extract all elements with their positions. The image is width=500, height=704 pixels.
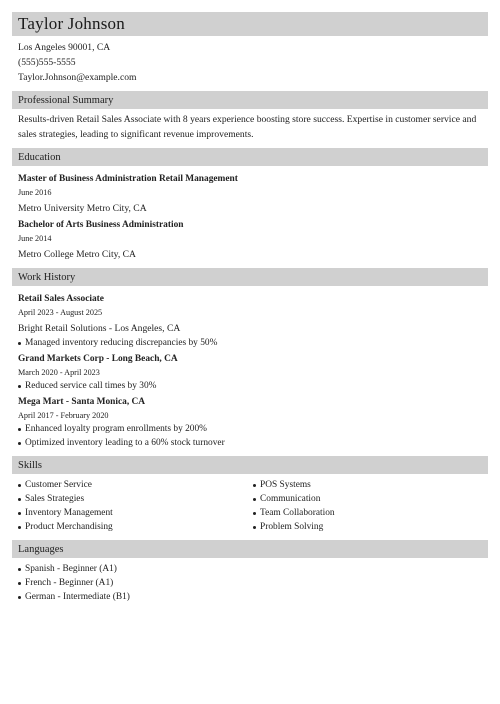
language-item bbox=[18, 590, 488, 604]
job-entry bbox=[18, 292, 488, 350]
languages-section-header bbox=[12, 540, 488, 558]
language-text: German - Intermediate (B1) bbox=[25, 592, 130, 602]
job-title: Mega Mart - Santa Monica, CA bbox=[18, 397, 146, 407]
job-bullet bbox=[18, 336, 488, 350]
skills-section-title: Skills bbox=[18, 459, 42, 471]
education-entry bbox=[18, 218, 488, 262]
job-bullet bbox=[18, 422, 488, 436]
school-name: Metro University Metro City, CA bbox=[18, 203, 147, 214]
email-text: Taylor.Johnson@example.com bbox=[18, 72, 137, 83]
summary-section-body bbox=[12, 109, 488, 142]
skill-text: Product Merchandising bbox=[25, 522, 113, 532]
languages-section-body bbox=[12, 558, 488, 604]
language-item bbox=[18, 576, 488, 590]
skill-text: Team Collaboration bbox=[260, 508, 335, 518]
job-entry bbox=[18, 352, 488, 393]
skill-item bbox=[18, 520, 253, 534]
bullet-icon bbox=[18, 596, 21, 599]
job-title: Retail Sales Associate bbox=[18, 294, 104, 304]
skill-item bbox=[253, 520, 488, 534]
education-section-body bbox=[12, 166, 488, 262]
bullet-icon bbox=[18, 342, 21, 345]
education-section-title: Education bbox=[18, 151, 61, 163]
skill-item bbox=[18, 506, 253, 520]
degree-date: June 2014 bbox=[18, 234, 52, 243]
language-item bbox=[18, 562, 488, 576]
name-header-bar bbox=[12, 12, 488, 36]
job-bullet bbox=[18, 436, 488, 450]
job-bullet-text: Managed inventory reducing discrepancies by 50% bbox=[25, 338, 218, 348]
skill-item bbox=[253, 506, 488, 520]
languages-section-title: Languages bbox=[18, 543, 64, 555]
contact-info bbox=[12, 40, 488, 85]
job-bullets bbox=[18, 379, 488, 393]
bullet-icon bbox=[18, 568, 21, 571]
skill-text: Sales Strategies bbox=[25, 494, 85, 504]
resume-page bbox=[12, 12, 488, 604]
skill-text: Communication bbox=[260, 494, 321, 504]
address-text: Los Angeles 90001, CA bbox=[18, 42, 111, 53]
skills-left-column bbox=[18, 478, 253, 534]
work-section-title: Work History bbox=[18, 271, 76, 283]
summary-section-header bbox=[12, 91, 488, 109]
skill-item bbox=[18, 492, 253, 506]
skill-item bbox=[253, 478, 488, 492]
language-text: Spanish - Beginner (A1) bbox=[25, 564, 117, 574]
job-bullets bbox=[18, 422, 488, 450]
school-name: Metro College Metro City, CA bbox=[18, 249, 136, 260]
job-bullet-text: Reduced service call times by 30% bbox=[25, 381, 157, 391]
skills-section-header bbox=[12, 456, 488, 474]
degree-title: Master of Business Administration Retail Management bbox=[18, 174, 238, 184]
skill-item bbox=[18, 478, 253, 492]
degree-title: Bachelor of Arts Business Administration bbox=[18, 220, 184, 230]
job-title: Grand Markets Corp - Long Beach, CA bbox=[18, 354, 178, 364]
job-dates: April 2017 - February 2020 bbox=[18, 411, 109, 420]
skills-section-body bbox=[12, 474, 488, 534]
phone-text: (555)555-5555 bbox=[18, 57, 76, 68]
job-bullets bbox=[18, 336, 488, 350]
job-bullet-text: Enhanced loyalty program enrollments by 200% bbox=[25, 424, 207, 434]
job-entry bbox=[18, 395, 488, 450]
skill-item bbox=[253, 492, 488, 506]
job-bullet bbox=[18, 379, 488, 393]
education-section-header bbox=[12, 148, 488, 166]
bullet-icon bbox=[18, 526, 21, 529]
job-dates: March 2020 - April 2023 bbox=[18, 368, 100, 377]
bullet-icon bbox=[18, 442, 21, 445]
language-text: French - Beginner (A1) bbox=[25, 578, 114, 588]
work-section-header bbox=[12, 268, 488, 286]
bullet-icon bbox=[18, 385, 21, 388]
work-section-body bbox=[12, 286, 488, 450]
skills-right-column bbox=[253, 478, 488, 534]
summary-text: Results-driven Retail Sales Associate with 8 years experience boosting store success. Expertise in customer service and sales strategies, leading to significant revenue improvements. bbox=[18, 114, 477, 140]
bullet-icon bbox=[253, 526, 256, 529]
job-dates: April 2023 - August 2025 bbox=[18, 308, 103, 317]
job-bullet-text: Optimized inventory leading to a 60% stock turnover bbox=[25, 438, 225, 448]
skill-text: Inventory Management bbox=[25, 508, 113, 518]
bullet-icon bbox=[18, 428, 21, 431]
skill-text: POS Systems bbox=[260, 480, 311, 490]
summary-section-title: Professional Summary bbox=[18, 94, 114, 106]
bullet-icon bbox=[253, 484, 256, 487]
bullet-icon bbox=[18, 498, 21, 501]
bullet-icon bbox=[18, 512, 21, 515]
bullet-icon bbox=[18, 582, 21, 585]
languages-list bbox=[18, 562, 488, 604]
degree-date: June 2016 bbox=[18, 188, 52, 197]
education-entry bbox=[18, 172, 488, 216]
skill-text: Problem Solving bbox=[260, 522, 324, 532]
bullet-icon bbox=[253, 512, 256, 515]
job-company: Bright Retail Solutions - Los Angeles, CA bbox=[18, 323, 181, 334]
skill-text: Customer Service bbox=[25, 480, 92, 490]
candidate-name: Taylor Johnson bbox=[18, 14, 125, 33]
bullet-icon bbox=[253, 498, 256, 501]
bullet-icon bbox=[18, 484, 21, 487]
